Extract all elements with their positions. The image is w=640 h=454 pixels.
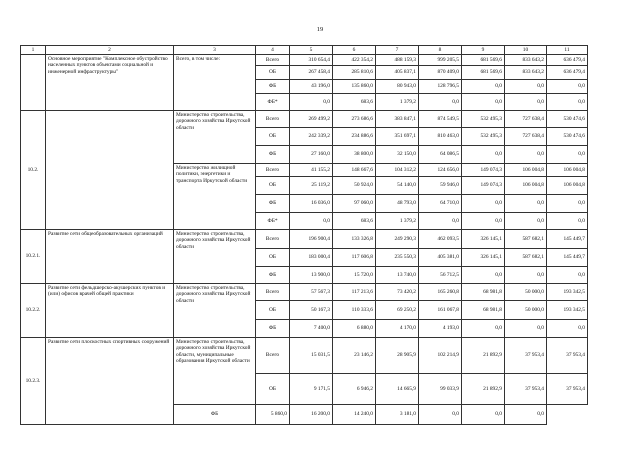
amount-cell: 727 638,4: [505, 128, 547, 146]
funding-source: ФБ*: [256, 213, 290, 230]
funding-source: ОБ: [256, 301, 290, 320]
amount-cell: 0,0: [547, 94, 588, 111]
amount-cell: 165 260,8: [419, 284, 462, 301]
amount-cell: 0,0: [505, 94, 547, 111]
amount-cell: 23 146,2: [333, 338, 376, 374]
amount-cell: 15 720,0: [333, 267, 376, 284]
amount-cell: 7 400,0: [290, 320, 333, 338]
amount-cell: 14 665,9: [376, 374, 419, 405]
column-number: 1: [21, 46, 46, 55]
amount-cell: 50 167,3: [290, 301, 333, 320]
amount-cell: 16 036,0: [290, 195, 333, 213]
amount-cell: 422 354,2: [333, 55, 376, 66]
amount-cell: 48 793,0: [376, 195, 419, 213]
amount-cell: 117 606,8: [333, 249, 376, 267]
amount-cell: 0,0: [505, 195, 547, 213]
amount-cell: 59 946,0: [419, 177, 462, 195]
amount-cell: 0,0: [462, 267, 505, 284]
amount-cell: 193 342,5: [547, 284, 588, 301]
funding-source: ФБ: [256, 195, 290, 213]
amount-cell: 32 150,0: [376, 146, 419, 164]
amount-cell: 21 892,9: [462, 374, 505, 405]
amount-cell: 870 409,0: [419, 66, 462, 80]
amount-cell: 15 031,5: [290, 338, 333, 374]
amount-cell: 0,0: [547, 80, 588, 94]
budget-table: [20, 45, 588, 425]
amount-cell: 0,0: [419, 213, 462, 230]
amount-cell: 0,0: [462, 195, 505, 213]
amount-cell: 6 946,2: [333, 374, 376, 405]
funding-source: ОБ: [256, 128, 290, 146]
amount-cell: 405 381,0: [419, 249, 462, 267]
page-number: 19: [316, 26, 324, 33]
amount-cell: 3 181,0: [376, 405, 419, 425]
row-code: 10.2.3.: [21, 338, 46, 425]
amount-cell: 285 810,6: [333, 66, 376, 80]
amount-cell: 13 740,0: [376, 267, 419, 284]
amount-cell: 0,0: [547, 213, 588, 230]
amount-cell: 28 905,9: [376, 338, 419, 374]
activity-name: Развитие сети общеобразовательных организаций: [46, 230, 174, 284]
amount-cell: 0,0: [505, 320, 547, 338]
amount-cell: 235 550,3: [376, 249, 419, 267]
funding-source: Всего: [256, 111, 290, 128]
amount-cell: 383 847,1: [376, 111, 419, 128]
amount-cell: 13 900,0: [290, 267, 333, 284]
amount-cell: 73 420,2: [376, 284, 419, 301]
amount-cell: 99 033,9: [419, 374, 462, 405]
funding-source: Всего: [256, 284, 290, 301]
amount-cell: 16 200,0: [290, 405, 333, 425]
amount-cell: 117 213,6: [333, 284, 376, 301]
amount-cell: 50 000,0: [505, 284, 547, 301]
amount-cell: 530 474,6: [547, 128, 588, 146]
activity-name: Основное мероприятие "Комплексное обустройство населенных пунктов объектами социальной и инженерной инфраструктуры": [46, 55, 174, 111]
amount-cell: 0,0: [419, 405, 462, 425]
funding-source: ОБ: [256, 177, 290, 195]
table-row: [21, 55, 588, 66]
executor: Министерство жилищной политики, энергетики и транспорта Иркутской области: [174, 164, 256, 230]
table-row: [21, 338, 588, 374]
executor: Всего, в том числе:: [174, 55, 256, 111]
amount-cell: 6 880,0: [333, 320, 376, 338]
amount-cell: 193 342,5: [547, 301, 588, 320]
row-code: 10.2.1.: [21, 230, 46, 284]
amount-cell: 462 093,5: [419, 230, 462, 249]
amount-cell: 810 463,0: [419, 128, 462, 146]
amount-cell: 37 953,4: [547, 338, 588, 374]
amount-cell: 0,0: [419, 94, 462, 111]
amount-cell: 50 000,0: [505, 301, 547, 320]
amount-cell: 133 326,8: [333, 230, 376, 249]
amount-cell: 0,0: [547, 146, 588, 164]
row-code: 10.2.2.: [21, 284, 46, 338]
amount-cell: 80 943,0: [376, 80, 419, 94]
amount-cell: 25 119,2: [290, 177, 333, 195]
amount-cell: 41 155,2: [290, 164, 333, 177]
amount-cell: 104 312,2: [376, 164, 419, 177]
amount-cell: 587 682,1: [505, 230, 547, 249]
amount-cell: 269 499,2: [290, 111, 333, 128]
amount-cell: 21 892,9: [462, 338, 505, 374]
amount-cell: 242 339,2: [290, 128, 333, 146]
column-number: 8: [419, 46, 462, 55]
amount-cell: 0,0: [462, 146, 505, 164]
amount-cell: 68 981,8: [462, 301, 505, 320]
funding-source: Всего: [256, 164, 290, 177]
amount-cell: 50 924,0: [333, 177, 376, 195]
amount-cell: 0,0: [547, 320, 588, 338]
amount-cell: 0,0: [290, 94, 333, 111]
funding-source: Всего: [256, 230, 290, 249]
amount-cell: 64 710,0: [419, 195, 462, 213]
funding-source: Всего: [256, 338, 290, 374]
amount-cell: 106 004,8: [547, 164, 588, 177]
funding-source: Всего: [256, 55, 290, 66]
amount-cell: 9 171,5: [290, 374, 333, 405]
amount-cell: 405 837,1: [376, 66, 419, 80]
amount-cell: 587 682,1: [505, 249, 547, 267]
activity-name: Развитие сети фельдшерско-акушерских пунктов и (или) офисов врачей общей практики: [46, 284, 174, 338]
amount-cell: 37 953,4: [505, 374, 547, 405]
executor: Министерство строительства, дорожного хозяйства Иркутской области: [174, 284, 256, 338]
column-number: 11: [547, 46, 588, 55]
amount-cell: 149 074,3: [462, 177, 505, 195]
table-row: [21, 111, 588, 128]
amount-cell: 0,0: [290, 213, 333, 230]
column-number: 5: [290, 46, 333, 55]
executor: Министерство строительства, дорожного хозяйства Иркутской области, муниципальные образования Иркутской области: [174, 338, 256, 405]
amount-cell: 145 449,7: [547, 230, 588, 249]
amount-cell: 183 000,4: [290, 249, 333, 267]
row-code: [21, 55, 46, 111]
amount-cell: 38 800,0: [333, 146, 376, 164]
amount-cell: 64 086,5: [419, 146, 462, 164]
amount-cell: 149 074,3: [462, 164, 505, 177]
funding-source: ФБ: [256, 267, 290, 284]
amount-cell: 326 145,1: [462, 249, 505, 267]
amount-cell: 43 196,0: [290, 80, 333, 94]
amount-cell: 530 474,6: [547, 111, 588, 128]
amount-cell: 68 981,8: [462, 284, 505, 301]
amount-cell: 0,0: [462, 94, 505, 111]
amount-cell: 683,6: [333, 94, 376, 111]
amount-cell: 5 860,0: [256, 405, 290, 425]
column-number: 4: [256, 46, 290, 55]
amount-cell: 0,0: [505, 267, 547, 284]
amount-cell: 0,0: [505, 146, 547, 164]
amount-cell: 0,0: [462, 405, 505, 425]
amount-cell: 161 067,8: [419, 301, 462, 320]
funding-source: ФБ: [174, 405, 256, 425]
column-number: 3: [174, 46, 256, 55]
amount-cell: 681 569,6: [462, 55, 505, 66]
amount-cell: 37 953,4: [505, 338, 547, 374]
amount-cell: 351 697,1: [376, 128, 419, 146]
amount-cell: 102 214,9: [419, 338, 462, 374]
amount-cell: 249 290,3: [376, 230, 419, 249]
column-number: 6: [333, 46, 376, 55]
amount-cell: 4 193,0: [419, 320, 462, 338]
amount-cell: 310 654,4: [290, 55, 333, 66]
column-number: 9: [462, 46, 505, 55]
amount-cell: 27 160,0: [290, 146, 333, 164]
amount-cell: 106 004,8: [505, 177, 547, 195]
amount-cell: 196 900,4: [290, 230, 333, 249]
amount-cell: 999 205,5: [419, 55, 462, 66]
amount-cell: 54 140,0: [376, 177, 419, 195]
amount-cell: 145 449,7: [547, 249, 588, 267]
table-row: [21, 230, 588, 249]
amount-cell: 128 796,5: [419, 80, 462, 94]
amount-cell: 532 495,3: [462, 128, 505, 146]
amount-cell: 636 479,4: [547, 55, 588, 66]
amount-cell: 273 686,6: [333, 111, 376, 128]
amount-cell: 106 004,8: [505, 164, 547, 177]
activity-name: Развитие сети плоскостных спортивных сооружений: [46, 338, 174, 425]
amount-cell: 874 549,5: [419, 111, 462, 128]
executor: Министерство строительства, дорожного хозяйства Иркутской области: [174, 230, 256, 284]
activity-name: [46, 111, 174, 230]
amount-cell: 0,0: [462, 320, 505, 338]
amount-cell: 0,0: [505, 405, 547, 425]
amount-cell: 532 495,3: [462, 111, 505, 128]
amount-cell: 833 643,2: [505, 55, 547, 66]
executor: Министерство строительства, дорожного хозяйства Иркутской области: [174, 111, 256, 164]
table-row: [21, 284, 588, 301]
amount-cell: 0,0: [462, 80, 505, 94]
amount-cell: 57 567,3: [290, 284, 333, 301]
amount-cell: 110 333,6: [333, 301, 376, 320]
amount-cell: 681 569,6: [462, 66, 505, 80]
amount-cell: 727 638,4: [505, 111, 547, 128]
amount-cell: 56 712,5: [419, 267, 462, 284]
amount-cell: 488 159,3: [376, 55, 419, 66]
amount-cell: 135 860,0: [333, 80, 376, 94]
funding-source: ФБ: [256, 146, 290, 164]
amount-cell: 124 656,0: [419, 164, 462, 177]
amount-cell: 234 886,6: [333, 128, 376, 146]
amount-cell: 37 953,4: [547, 374, 588, 405]
amount-cell: 69 250,2: [376, 301, 419, 320]
header-row: [21, 46, 588, 55]
amount-cell: 97 060,0: [333, 195, 376, 213]
amount-cell: 833 643,2: [505, 66, 547, 80]
funding-source: ФБ*: [256, 94, 290, 111]
amount-cell: 1 379,2: [376, 213, 419, 230]
amount-cell: 636 479,4: [547, 66, 588, 80]
amount-cell: 0,0: [547, 195, 588, 213]
amount-cell: 326 145,1: [462, 230, 505, 249]
funding-source: ОБ: [256, 374, 290, 405]
column-number: 10: [505, 46, 547, 55]
funding-source: ФБ: [256, 80, 290, 94]
amount-cell: 683,6: [333, 213, 376, 230]
amount-cell: 0,0: [547, 267, 588, 284]
amount-cell: 14 240,0: [333, 405, 376, 425]
amount-cell: 0,0: [462, 213, 505, 230]
funding-source: ОБ: [256, 66, 290, 80]
amount-cell: 148 667,6: [333, 164, 376, 177]
column-number: 7: [376, 46, 419, 55]
row-code: 10.2.: [21, 111, 46, 230]
column-number: 2: [46, 46, 174, 55]
amount-cell: 106 004,8: [547, 177, 588, 195]
funding-source: ОБ: [256, 249, 290, 267]
amount-cell: 267 458,4: [290, 66, 333, 80]
amount-cell: 4 170,0: [376, 320, 419, 338]
funding-source: ФБ: [256, 320, 290, 338]
amount-cell: 1 379,2: [376, 94, 419, 111]
amount-cell: 0,0: [505, 213, 547, 230]
amount-cell: 0,0: [505, 80, 547, 94]
